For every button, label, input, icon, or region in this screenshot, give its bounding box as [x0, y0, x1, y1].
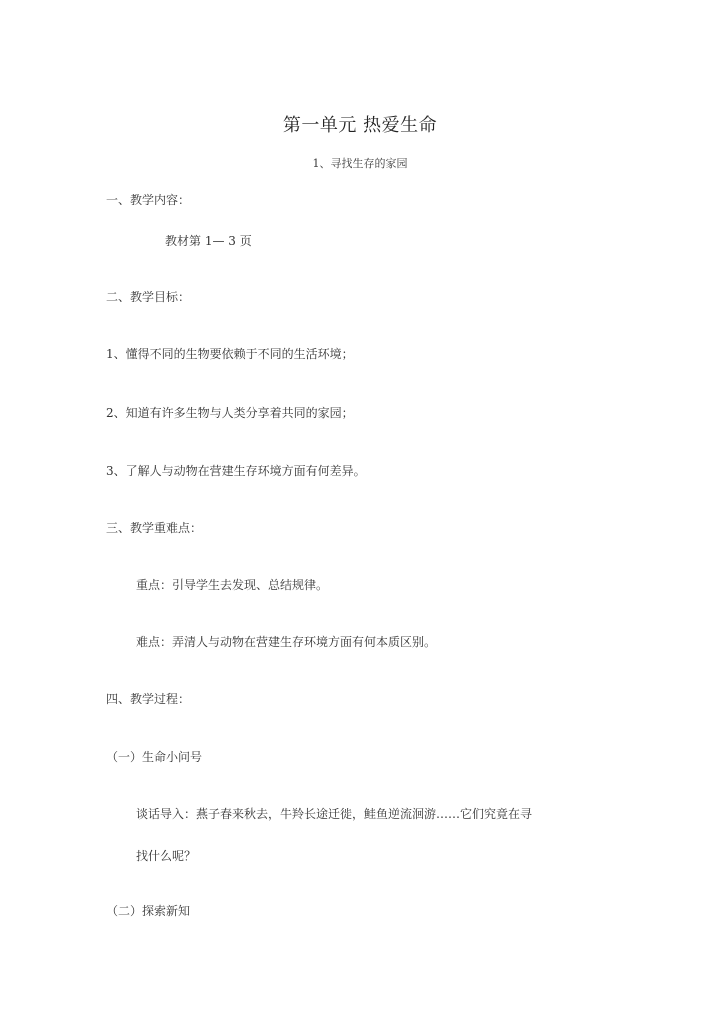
goal-item-3: 3、了解人与动物在营建生存环境方面有何差异。	[106, 464, 366, 478]
part-heading-1: （一）生命小问号	[106, 750, 203, 764]
lesson-subtitle: 1、寻找生存的家园	[312, 157, 408, 170]
section-heading-content: 一、教学内容：	[106, 193, 191, 207]
section-heading-process: 四、教学过程：	[106, 692, 191, 706]
intro-text-line-1: 谈话导入：燕子春来秋去，牛羚长途迁徙，鲑鱼逆流洄游……它们究竟在寻	[136, 807, 533, 821]
goal-item-1: 1、懂得不同的生物要依赖于不同的生活环境；	[106, 347, 354, 361]
intro-text-line-2: 找什么呢？	[136, 849, 197, 863]
section-heading-goals: 二、教学目标：	[106, 290, 191, 304]
difficult-point-text: 难点：弄清人与动物在营建生存环境方面有何本质区别。	[136, 635, 437, 649]
part-heading-2: （二）探索新知	[106, 904, 191, 918]
content-text: 教材第 1— 3 页	[165, 234, 252, 248]
goal-item-2: 2、知道有许多生物与人类分享着共同的家园；	[106, 406, 354, 420]
key-point-text: 重点：引导学生去发现、总结规律。	[136, 578, 329, 592]
unit-title: 第一单元 热爱生命	[282, 115, 438, 136]
section-heading-key-points: 三、教学重难点：	[106, 521, 203, 535]
